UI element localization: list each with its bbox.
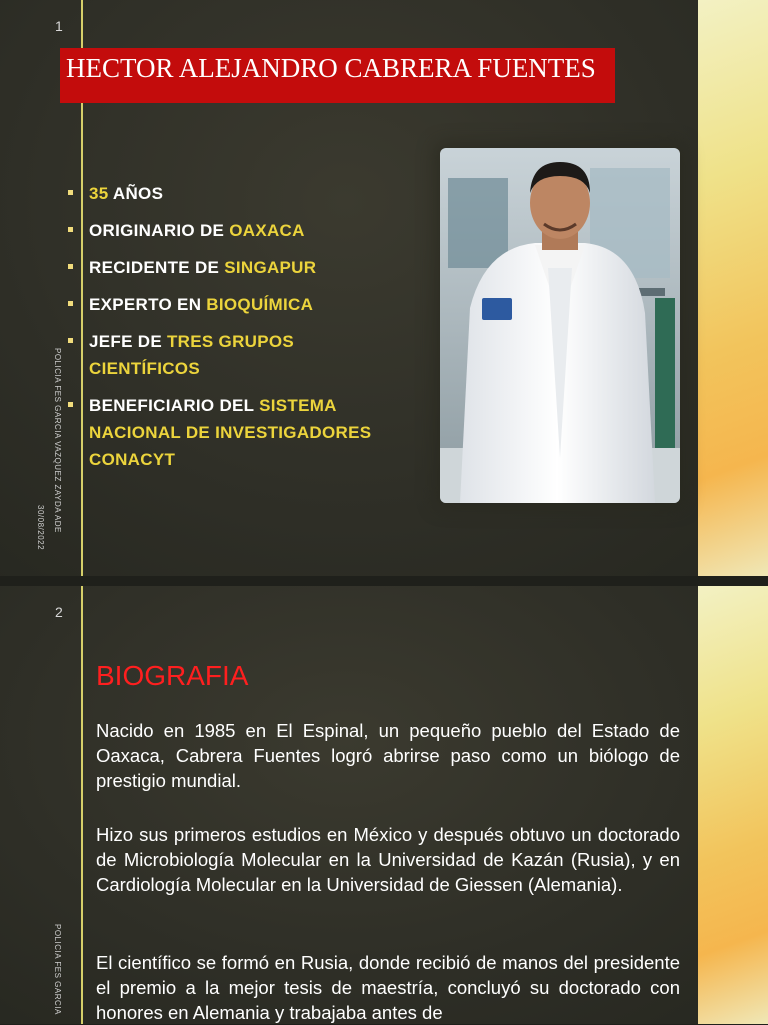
scientist-photo xyxy=(440,148,680,503)
list-item: EXPERTO EN BIOQUÍMICA xyxy=(66,291,396,318)
bullet-icon xyxy=(68,264,73,269)
list-item: JEFE DE TRES GRUPOS CIENTÍFICOS xyxy=(66,328,396,382)
biography-paragraph: Nacido en 1985 en El Espinal, un pequeño pueblo del Estado de Oaxaca, Cabrera Fuentes logró abrirse paso como un biólogo de prestigio mundial. xyxy=(96,720,680,791)
facts-list xyxy=(66,180,396,483)
list-item: RECIDENTE DE SINGAPUR xyxy=(66,254,396,281)
page-title: HECTOR ALEJANDRO CABRERA FUENTES xyxy=(66,53,596,83)
footer-author: POLICIA FES GARCIA xyxy=(53,924,62,1015)
list-item: ORIGINARIO DE OAXACA xyxy=(66,217,396,244)
list-item: 35 AÑOS xyxy=(66,180,396,207)
footer-author: POLICIA FES GARCIA VAZQUEZ ZAYDA ADE xyxy=(53,348,62,533)
biography-paragraph: Hizo sus primeros estudios en México y después obtuvo un doctorado de Microbiología Molecular en la Universidad de Kazán (Rusia), y en Cardiología Molecular en la Universidad de Giessen (Alemania). xyxy=(96,824,680,895)
bullet-icon xyxy=(68,301,73,306)
bullet-icon xyxy=(68,338,73,343)
biography-paragraph: El científico se formó en Rusia, donde recibió de manos del presidente el premio a la mejor tesis de maestría, concluyó su doctorado con honores en Alemania y trabajaba antes de xyxy=(96,952,680,1023)
bullet-icon xyxy=(68,190,73,195)
bullet-icon xyxy=(68,227,73,232)
slide-number: 2 xyxy=(55,604,63,620)
section-heading: BIOGRAFIA xyxy=(96,660,249,691)
scientist-photo-illustration xyxy=(440,148,680,503)
decorative-gradient-strip xyxy=(698,586,768,1024)
footer-date: 30/08/2022 xyxy=(36,505,45,551)
list-item: BENEFICIARIO DEL SISTEMA NACIONAL DE INVESTIGADORES CONACYT xyxy=(66,392,396,473)
decorative-gradient-strip xyxy=(698,0,768,576)
accent-line xyxy=(81,586,83,1024)
bullet-icon xyxy=(68,402,73,407)
slide-number: 1 xyxy=(55,18,63,34)
